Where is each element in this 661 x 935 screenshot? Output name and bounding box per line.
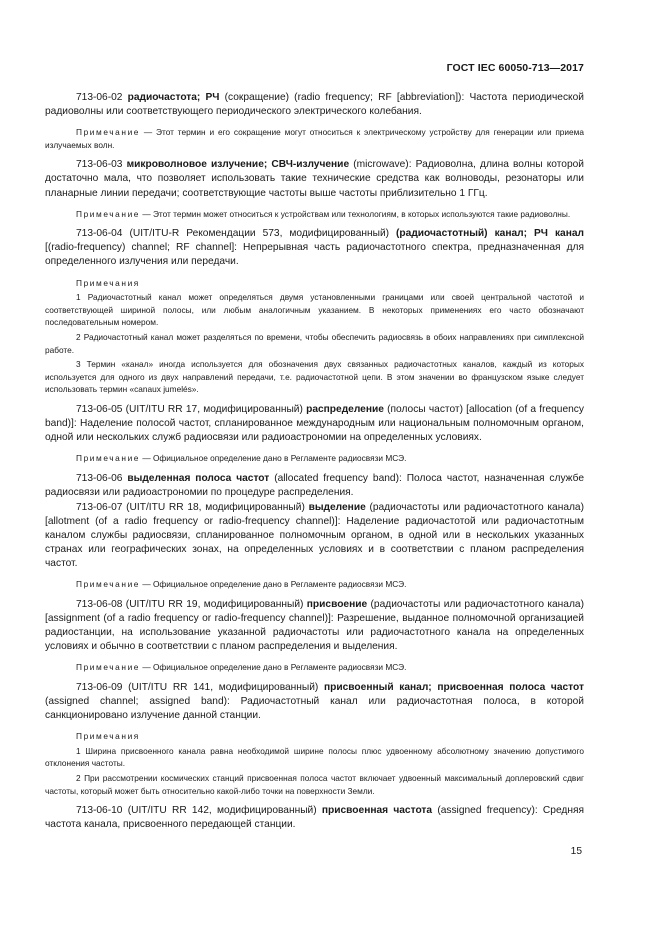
term-definition: (полосы частот) [allocation (of a frequency band)]: Наделение полосой частот, спланированное международным или национальным полномочным органом, одной или нескольких служб радиосвязи или радиоастрономии на определенных условиях. — [45, 403, 584, 444]
term-definition: (assigned channel; assigned band): Радиочастотный канал или радиочастотная полоса, в которой санкционировано излучение данной станции. — [45, 696, 584, 722]
term-entry-allocated-band — [45, 472, 584, 500]
note-label: Примечание — [76, 579, 141, 590]
term-name: присвоение — [306, 599, 368, 610]
term-number: 713-06-06 — [76, 472, 123, 484]
term-name: выделение — [308, 501, 366, 513]
note-text: — Этот термин может относиться к устройствам или технологиям, в которых используются такие радиоволны. — [140, 208, 571, 219]
term-number: 713-06-04 — [76, 228, 123, 240]
term-definition: [(radio-frequency) channel; RF channel]: Непрерывная часть радиочастотного спектра, предназначенная для определенного излучения или передачи. — [45, 242, 584, 268]
term-definition: (сокращение) (radio frequency; RF [abbreviation]): Частота периодической радиоволны или соответствующего периодического электрического колебания. — [45, 92, 584, 118]
page-number: 15 — [570, 846, 582, 857]
term-name: присвоенный канал; присвоенная полоса частот — [324, 681, 584, 693]
term-entry-allotment: 713-06-07 (UIT/ITU RR 18, модифицированный) выделение (радиочастоты или радиочастотного канала) [allotment (of a radio frequency or radio-frequency channel)]: Наделение радиочастотой или радиочастотным каналом службы радиосвязи, спланированное полномочным органом, в одной или в нескольких указанных странах или географических зонах, на определенных условиях и в соответствии с планом распределения частот. — [45, 501, 584, 570]
term-entry-assigned-frequency: 713-06-10 (UIT/ITU RR 142, модифицированный) присвоенная частота (assigned frequency): Средняя частота канала, присвоенного передающей станции. — [45, 805, 584, 831]
note-label: Примечание — [76, 662, 141, 673]
term-number: 713-06-08 — [76, 599, 123, 610]
term-definition: (assigned frequency): Средняя частота канала, присвоенного передающей станции. — [45, 805, 584, 831]
term-definition: (радиочастоты или радиочастотного канала) [allotment (of a radio frequency or radio-frequency channel)]: Наделение радиочастотой или радиочастотным каналом службы радиосвязи, спланированное полномочным органом, в одной или в нескольких указанных странах или географических зонах, на определенных условиях и в соответствии с планом распределения частот. — [45, 501, 584, 570]
note-label: Примечание — [76, 127, 141, 138]
term-entry-radio-frequency — [45, 91, 584, 119]
note-item: 3 Термин «канал» иногда используется для обозначения двух связанных радиочастотных каналов, каждый из которых используется для одного из двух направлений передачи, т.е. радиочастотной цепи. В этом значении во французском языке следует использовать термин «canaux jumelés». — [45, 359, 584, 395]
term-number: 713-06-05 — [76, 403, 123, 415]
term-definition: (microwave): Радиоволна, длина волны которой достаточно мала, что позволяет использовать такие технические средства как волноводы, резонаторы или планарные линии передачи; соответствующие частоты выше частоты приблизительно 1 ГГц. — [45, 159, 584, 199]
note-item: 2 При рассмотрении космических станций присвоенная полоса частот включает удвоенный максимальный доплеровский сдвиг частоты, который может быть относительно какой-либо точки на поверхности Земли. — [45, 773, 584, 796]
term-name: выделенная полоса частот — [127, 472, 270, 484]
standard-header: ГОСТ IEC 60050-713—2017 — [446, 62, 584, 74]
note-label: Примечание — [76, 208, 141, 219]
note-item: 2 Радиочастотный канал может разделяться по времени, чтобы обеспечить радиосвязь в обоих направлениях при симплексной работе. — [45, 331, 584, 355]
note — [45, 126, 584, 151]
term-entry-assigned-channel: 713-06-09 (UIT/ITU RR 141, модифицированный) присвоенный канал; присвоенная полоса частот (assigned channel; assigned band): Радиочастотный канал или радиочастотная полоса, в которой санкционировано излучение данной станции. — [45, 681, 584, 722]
term-name: распределение — [306, 403, 384, 415]
term-number: 713-06-09 — [76, 681, 123, 693]
document-body — [45, 91, 584, 839]
term-name: радиочастота; РЧ — [127, 92, 220, 103]
note-text: — Официальное определение дано в Регламенте радиосвязи МСЭ. — [140, 662, 407, 673]
term-definition: (радиочастоты или радиочастотного канала) [assignment (of a radio frequency or radio-frequency channel)]: Разрешение, выданное полномочной организацией радиостанции, на использование указанной радиочастоты или радиочастотного канала на определенных условиях и обычно в соответствии с планом распределения и выделения. — [45, 599, 584, 653]
term-number: 713-06-02 — [76, 92, 123, 103]
note-item: 1 Радиочастотный канал может определяться двумя установленными границами или своей центральной частотой и соответствующей шириной полосы, или любым аналогичным указанием. В некоторых применениях его часто обозначают последовательным номером. — [45, 292, 584, 328]
note — [45, 452, 584, 465]
term-number: 713-06-07 — [76, 501, 123, 513]
term-name: микроволновое излучение; СВЧ-излучение — [126, 159, 350, 171]
note-item: 1 Ширина присвоенного канала равна необходимой ширине полосы плюс удвоенному абсолютному значению допустимого отклонения частоты. — [45, 745, 584, 769]
note-text: — Официальное определение дано в Регламенте радиосвязи МСЭ. — [140, 453, 407, 464]
notes-heading: Примечания — [76, 731, 140, 742]
term-entry-microwave — [45, 158, 584, 200]
notes-heading: Примечания — [76, 277, 140, 288]
note — [45, 208, 584, 221]
note — [45, 578, 584, 591]
term-number: 713-06-03 — [76, 159, 123, 171]
term-definition: (allocated frequency band): Полоса частот, назначенная службе радиосвязи или радиоастрономии по процедуре распределения. — [45, 472, 584, 498]
term-name: присвоенная частота — [321, 805, 433, 817]
note-text: — Официальное определение дано в Регламенте радиосвязи МСЭ. — [140, 579, 407, 590]
term-entry-rf-channel: 713-06-04 (UIT/ITU-R Рекомендации 573, модифицированный) (радиочастотный) канал; РЧ канал [(radio-frequency) channel; RF channel]: Непрерывная часть радиочастотного спектра, предназначенная для определенного излучения или передачи. — [45, 228, 585, 268]
term-entry-assignment: 713-06-08 (UIT/ITU RR 19, модифицированный) присвоение (радиочастоты или радиочастотного канала) [assignment (of a radio frequency or radio-frequency channel)]: Разрешение, выданное полномочной организацией радиостанции, на использование указанной радиочастоты или радиочастотного канала на определенных условиях и обычно в соответствии с планом распределения и выделения. — [45, 599, 584, 653]
note-text: — Этот термин и его сокращение могут относиться к электрическому устройству для генерации или приема излучаемых волн. — [45, 127, 584, 150]
note-label: Примечание — [76, 453, 141, 464]
note — [45, 661, 584, 674]
term-name: (радиочастотный) канал; РЧ канал — [396, 228, 585, 240]
term-entry-allocation: 713-06-05 (UIT/ITU RR 17, модифицированный) распределение (полосы частот) [allocation (of a frequency band)]: Наделение полосой частот, спланированное международным или национальным полномочным органом, одной или нескольких служб радиосвязи или радиоастрономии на определенных условиях. — [45, 403, 584, 444]
term-number: 713-06-10 — [76, 805, 123, 817]
